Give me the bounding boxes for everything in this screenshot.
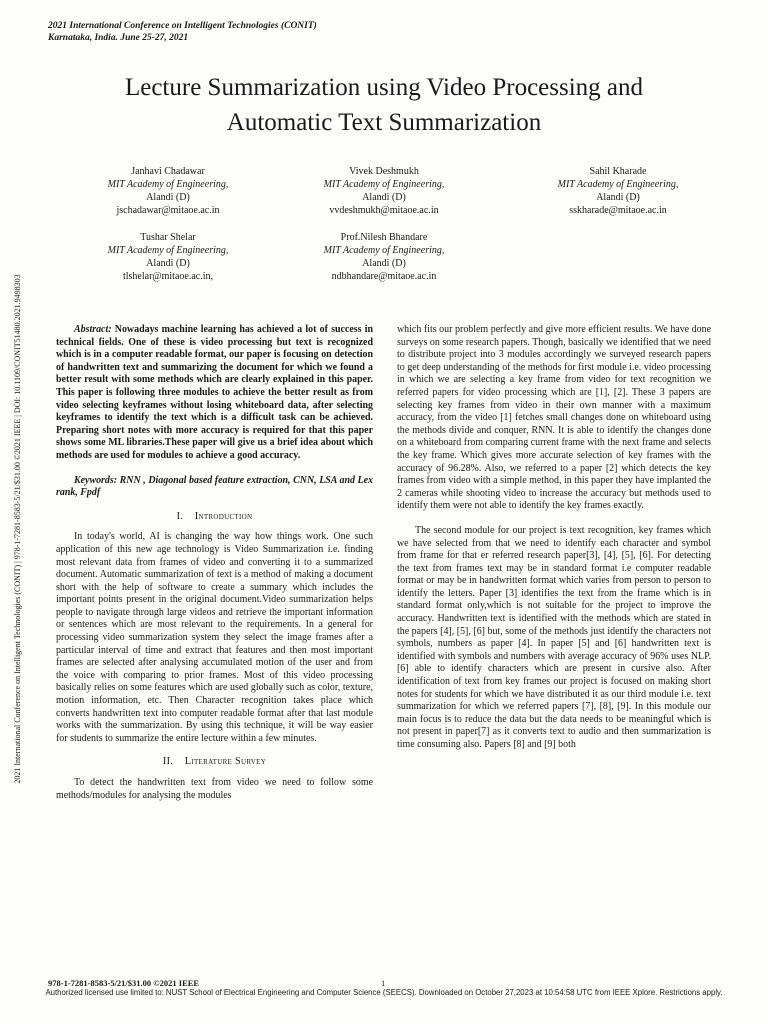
author-location: Alandi (D) [362, 258, 406, 269]
author-affiliation: MIT Academy of Engineering, [107, 179, 229, 190]
title-line-1: Lecture Summarization using Video Processing and [124, 74, 644, 101]
author-affiliation: MIT Academy of Engineering, [323, 179, 445, 190]
author-location: Alandi (D) [146, 258, 190, 269]
author-name: Janhavi Chadawar [131, 166, 205, 177]
abstract-text: Nowadays machine learning has achieved a lot of success in technical fields. One of these is video processing but text is recognized which is in a computer readable format, our paper is focusing on detection of handwritten text and summarizing the document for which we found a better result with some methods which are clearly explained in this paper. This paper is following three modules to achieve the better result as from video selecting keyframes without losing whiteboard data, after selecting keyframes to identify the text which is a difficult task can be achieved. Preparing short notes with more accuracy is required for that this paper shows some ML libraries.These paper will give us a brief idea about which methods are used for modules to achieve a good accuracy. [56, 324, 373, 461]
conference-header [48, 20, 317, 44]
author-location: Alandi (D) [362, 192, 406, 203]
author-block [68, 165, 268, 217]
author-block [284, 165, 484, 217]
keywords: Keywords: RNN , Diagonal based feature extraction, CNN, LSA and Lex rank, Fpdf [56, 474, 373, 499]
author-email: ndbhandare@mitaoe.ac.in [331, 271, 437, 282]
license-notice: Authorized licensed use limited to: NUST School of Electrical Engineering and Computer Science (SEECS). Downloaded on October 27,2023 at 10:54:58 UTC from IEEE Xplore. Restrictions apply. [45, 988, 723, 997]
author-name: Prof.Nilesh Bhandare [340, 232, 428, 243]
text-recognition-paragraph: The second module for our project is text recognition, key frames which we have selected from that we need to identify each character and symbol from frame for that er referred research paper[3], [4], [5], [6]. For detecting the text from frames text may be in standard format i.e computer readable format or may be in handwritten format which varies from person to person to identify the letters. Paper [3] identifies the text from the frame which is in standard format only,which is not suitable for the project to improve the accuracy. Handwritten text is identified with the methods which are stated in the papers [4], [5], [6] but, some of the methods just identify the characters not symbols, numbers as paper [4]. In paper [5] and [6] handwritten text is identified with symbols and numbers with average accuracy of 96% uses NLP. [6] able to identify characters which are present in cursive also. After identification of text from key frames our project is focused on making short notes for students for which we have distributed it as our third module i.e. text summarization for which we referred papers [7], [8], [9]. In this module our main focus is to reduce the data but the data needs to be meaningful which is not present in paper[7] as it converts text to audio and then summarization is time consuming also. Papers [8] and [9] both [397, 524, 711, 750]
intro-paragraph: In today's world, AI is changing the way how things work. One such application of this new age technology is Video Summarization i.e. finding most relevant data from frames of video and converting it to a summarized document. Automatic summarization of text is a method of making a document short with the help of software to create a summary which includes the important points present in the original document.Video summarization helps people to navigate through large videos and retrieve the important information or sentences which are most relevant to the requirements. In a general for processing video summarization system they select the image frames after a particular interval of time and extract that features and then most important frames are selected after analysing accumulated motion of the user and from the voice with comparing to prior frames. Most of this video processing basically relies on some features which are used globally such as color, texture, motion information, etc. Then Character recognition takes place which converts handwritten text into computer readable format after that last module works with the summarization. By using this technique, it will be way easier for students to summarize the entire lecture within a few minutes. [56, 531, 373, 744]
author-affiliation: MIT Academy of Engineering, [323, 245, 445, 256]
side-doi-strip: 2021 International Conference on Intelligent Technologies (CONIT) | 978-1-7281-8583-5/21/$31.00 ©2021 IEEE | DOI: 10.1109/CONIT51480.2021.9498303 [13, 274, 22, 784]
author-affiliation: MIT Academy of Engineering, [107, 245, 229, 256]
paper-title [40, 70, 728, 140]
conference-location: Karnataka, India. June 25-27, 2021 [48, 33, 189, 43]
footer-isbn: 978-1-7281-8583-5/21/$31.00 ©2021 IEEE [48, 978, 200, 988]
page-number: 1 [381, 978, 386, 988]
author-email: sskharade@mitaoe.ac.in [569, 205, 667, 216]
author-location: Alandi (D) [596, 192, 640, 203]
author-block [518, 165, 718, 217]
literature-paragraph-continued: which fits our problem perfectly and give more efficient results. We have done surveys on some research papers. Though, basically we identified that we need to distribute project into 3 modules accordingly we surveyed research papers to get deep understanding of the methods for first module i.e. video processing in which we are selecting a key frame from video for text recognition we referred papers for video processing which are [1], [2]. These 3 papers are selecting key frames from video in their own manner with a maximum accuracy, from the video [1] fetches small changes done on whiteboard using the methods divide and conquer, RNN. It is able to identify the changes done on a whiteboard from comparing current frame with the next frame and selects the key frame. Which gives more accurate selection of key frames with the accuracy of 96.28%. Also, we referred to a paper [2] which detects the key frames from video with a simple method, in this paper they have implanted the 2 cameras while shooting video to increase the accuracy but methods used to identify them were not able to identify the key frames exactly. [397, 324, 711, 512]
author-email: vvdeshmukh@mitaoe.ac.in [329, 205, 439, 216]
author-affiliation: MIT Academy of Engineering, [557, 179, 679, 190]
conference-name: 2021 International Conference on Intelligent Technologies (CONIT) [48, 21, 317, 31]
author-block [68, 231, 268, 283]
section-heading-literature-survey: II. Literature Survey [162, 756, 267, 768]
author-block [284, 231, 484, 283]
section-heading-introduction: I. Introduction [176, 510, 253, 522]
literature-paragraph-start: To detect the handwritten text from video we need to follow some methods/modules for analysing the modules [56, 777, 373, 801]
author-location: Alandi (D) [146, 192, 190, 203]
author-email: tlshelar@mitaoe.ac.in, [122, 271, 213, 282]
left-column [56, 324, 373, 802]
author-name: Sahil Kharade [589, 166, 647, 177]
author-name: Tushar Shelar [140, 232, 196, 243]
title-line-2: Automatic Text Summarization [226, 109, 542, 136]
author-email: jschadawar@mitaoe.ac.in [116, 205, 220, 216]
abstract: Abstract: Nowadays machine learning has achieved a lot of success in technical fields. One of these is video processing but text is recognized which is in a computer readable format, our paper is focusing on detection of handwritten text and summarizing the document for which we found a better result with some methods which are clearly explained in this paper. This paper is following three modules to achieve the better result as from video selecting keyframes without losing whiteboard data, after selecting keyframes to identify the text which is a difficult task can be achieved. Preparing short notes with more accuracy is required for that this paper shows some ML libraries.These paper will give us a brief idea about which methods are used for modules to achieve a good accuracy. [56, 324, 373, 461]
right-column [397, 324, 711, 752]
author-name: Vivek Deshmukh [349, 166, 419, 177]
abstract-lead: Abstract [74, 324, 109, 335]
